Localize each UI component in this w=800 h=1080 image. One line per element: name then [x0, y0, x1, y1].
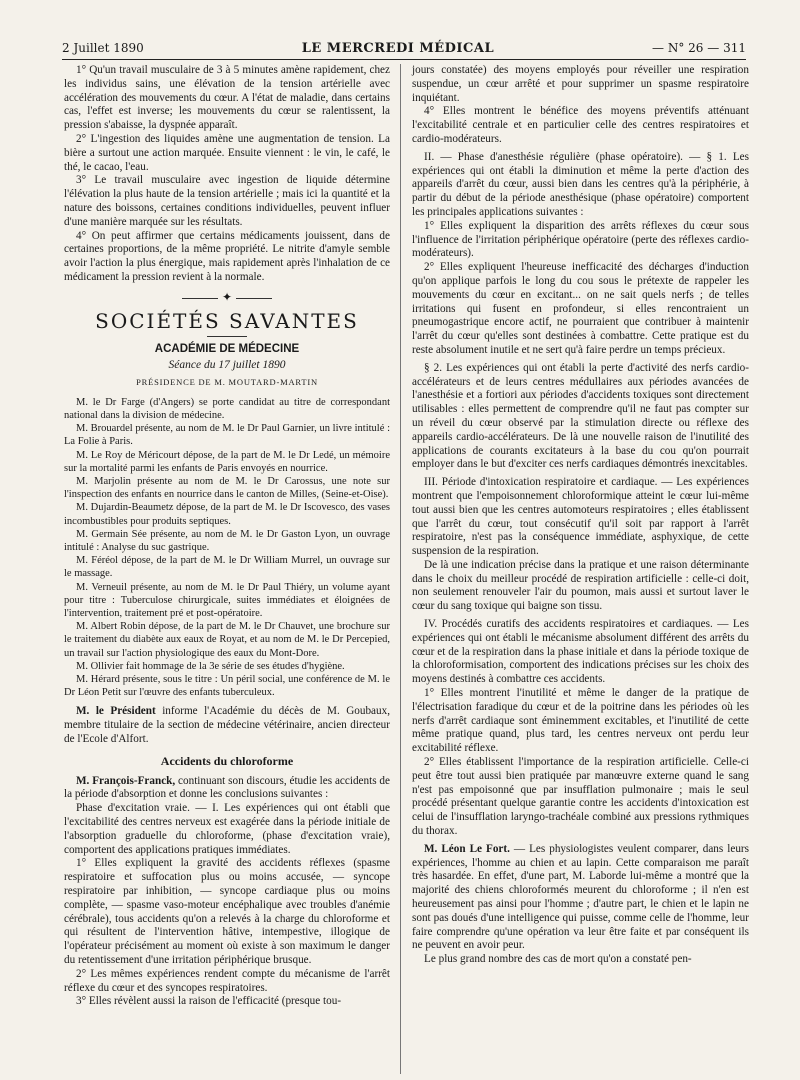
section-title: SOCIÉTÉS SAVANTES — [95, 308, 359, 333]
le-fort-lead: M. Léon Le Fort. — [424, 842, 510, 855]
procedes-curatifs: IV. Procédés curatifs des accidents respiratoires et cardiaques. — Les expériences qui ont établi le mécanisme absolument différent des arrêts du cœur et de la respiration dans la phase initiale et dans la période toxique de la chloroformisation, comportent des indications précises sur les choix des moyens destinés à combattre ces accidents. — [412, 618, 749, 686]
column-divider — [400, 64, 401, 1074]
curatif-point-2: 2° Elles établissent l'importance de la respiration artificielle. Celle-ci peut être tout aussi bien pratiquée par manœuvre externe quand le sang n'est pas empoisonné que par insufflation pulmonaire ; mais le seul procédé présentant quelque garantie contre les accidents d'intoxication est celui de l'insufflation laryngo-trachéale combiné aux pressions rythmiques du thorax. — [412, 756, 749, 838]
page-header — [62, 37, 746, 59]
left-column — [64, 64, 390, 1009]
president-paragraph — [64, 705, 390, 746]
academy-title: ACADÉMIE DE MÉDECINE — [154, 343, 300, 356]
entry-brouardel: M. Brouardel présente, au nom de M. le Dr Paul Garnier, un livre intitulé : La Folie à Paris. — [64, 423, 390, 448]
conclusion-3: 3° Le travail musculaire avec ingestion de liquide détermine l'élévation la plus haute de la tension artérielle ; mais ici la quantité et la nature des boissons, certaines conditions individuelles, peuvent influer d'une manière marquée sur les résultats. — [64, 174, 390, 228]
phase2-point-2: 2° Elles expliquent l'heureuse inefficacité des décharges d'induction qu'on applique parfois le long du cou sous le prétexte de rappeler les mouvements du cœur en excitant... on ne sait quels nerfs ; de telles irritations qui fusent en profondeur, si elles rencontraient un pneumogastrique encore actif, ne pourraient que contribuer à maintenir l'arrêt du cœur qu'elles sont destinées à combattre. Cette pratique est du reste absolument inutile et ne sert qu'à faire perdre un temps précieux. — [412, 261, 749, 356]
entry-robin: M. Albert Robin dépose, de la part de M. le Dr Chauvet, une brochure sur le traitement du diabète aux eaux de Royat, et au nom de M. le Dr Percepied, un travail sur l'action physiologique des eaux du Mont-Dore. — [64, 621, 390, 659]
entry-verneuil: M. Verneuil présente, au nom de M. le Dr Paul Thiéry, un volume ayant pour titre : Tuberculose chirurgicale, suites immédiates et éloignées de l'intervention, traitement pré et post-opératoire. — [64, 581, 390, 619]
ff-text: continuant son discours, étudie les accidents de la période d'absorption et donne les conclusions suivantes : — [64, 774, 390, 801]
le-fort-paragraph — [412, 843, 749, 953]
ff-point-3: 3° Elles révèlent aussi la raison de l'efficacité (presque tou- — [76, 995, 342, 1008]
ornament-divider: ✦ — [64, 291, 390, 305]
presidency: PRÉSIDENCE DE M. MOUTARD-MARTIN — [136, 376, 318, 387]
conclusion-4: 4° On peut affirmer que certains médicaments jouissent, dans de certaines proportions, de la même propriété. Le nitrite d'amyle semble avoir l'action la plus énergique, mais rapidement après l'inhalation de ce médicament la pression revient à la normale. — [64, 229, 390, 283]
paragraph-2: § 2. Les expériences qui ont établi la perte d'activité des nerfs cardio-accélérateurs et de leurs centres médullaires aux périodes avancées de l'anesthésie et a fortiori aux périodes d'accidents toxiques sont directement utilisables : elles permettent de comprendre qu'il ne faut pas compter sur un réveil du cœur observé par la stimulation directe ou réflexe des appareils cardio-accélérateurs. De là une nouvelle raison de l'inutilité des applications de courants excitateurs à la base du cou qu'on pourrait employer dans le but d'exciter ces nerfs cardiaques démontrés inexcitables. — [412, 361, 749, 471]
subsection-heading: Accidents du chloroforme — [160, 753, 294, 768]
point-4: 4° Elles montrent le bénéfice des moyens préventifs atténuant l'excitabilité centrale et en particulier celle des centres respiratoires et cardio-modérateurs. — [412, 105, 749, 145]
entry-herard: M. Hérard présente, sous le titre : Un péril social, une conférence de M. le Dr Léon Petit sur l'œuvre des enfants tuberculeux. — [64, 674, 390, 699]
phase-anesthesie: II. — Phase d'anesthésie régulière (phase opératoire). — § 1. Les expériences qui ont établi la diminution et même la perte d'action des appareils d'arrêt du cœur, aussi bien dans les centres qu'à la périphérie, à partir du début de la période anesthésique (phase opératoire) comportent les principales applications suivantes : — [412, 150, 749, 218]
entry-see: M. Germain Sée présente, au nom de M. le Dr Gaston Lyon, un ouvrage intitulé : Analyse du suc gastrique. — [64, 528, 390, 553]
conclusion-1: 1° Qu'un travail musculaire de 3 à 5 minutes amène rapidement, chez les individus sains, une élévation de la tension artérielle avec accélération des mouvements du cœur. A l'état de maladie, dans certains cas, l'effet est inverse; les mouvements du cœur se ralentissent, la pression s'abaisse, la dyspnée apparaît. — [64, 64, 390, 132]
ff-point-2: 2° Les mêmes expériences rendent compte du mécanisme de l'arrêt réflexe du cœur et des syncopes respiratoires. — [64, 967, 390, 994]
header-date: 2 Juillet 1890 — [62, 41, 144, 55]
last-line: Le plus grand nombre des cas de mort qu'on a constaté pen- — [424, 953, 692, 966]
indication: De là une indication précise dans la pratique et une raison déterminante dans le choix du meilleur procédé de respiration artificielle : celle-ci doit, non seulement renouveler l'air du poumon, mais aussi et surtout laver le cœur du sang toxique qui baigne son tissu. — [412, 558, 749, 613]
right-column — [412, 64, 749, 967]
entry-ollivier: M. Ollivier fait hommage de la 3e série de ses études d'hygiène. — [76, 660, 345, 672]
ff-point-1: 1° Elles expliquent la gravité des accidents réflexes (spasme respiratoire et suffocation plus ou moins accusée, — syncope respiratoire par inhibition, — syncope cardiaque plus ou moins complète, — spasme vaso-moteur encéphalique avec troubles d'anémie cérébrale), tous accidents qu'on a relevés à la charge du chloroforme et qui résultent de l'intervention hâtive, intempestive, illogique de l'opérateur précisément au moment où existe à son maximum le danger du retentissement d'une irritation périphérique brusque. — [64, 857, 390, 966]
conclusion-2: 2° L'ingestion des liquides amène une augmentation de tension. La bière a surtout une action marquée. Ensuite viennent : le vin, le café, le thé, le cacao, l'eau. — [64, 132, 390, 173]
entry-farge: M. le Dr Farge (d'Angers) se porte candidat au titre de correspondant national dans la division de médecine. — [64, 396, 390, 421]
page-number: — N° 26 — 311 — [652, 41, 746, 55]
entry-marjolin: M. Marjolin présente au nom de M. le Dr Carossus, une note sur l'inspection des enfants en nourrice dans le canton de Milles, (Seine-et-Oise). — [64, 475, 390, 501]
session-date: Séance du 17 juillet 1890 — [168, 359, 286, 372]
president-lead: M. le Président — [76, 705, 156, 718]
phase-excitation: Phase d'excitation vraie. — I. Les expériences qui ont établi que l'excitabilité des centres nerveux est exagérée dans la période initiale de l'absorption graduelle du chloroforme, (phase d'excitation vraie), comportent des applications pratiques immédiates. — [64, 802, 390, 856]
continuation: jours constatée) des moyens employés pour réveiller une respiration suspendue, un cœur arrêté et pour supprimer un spasme respiratoire inquiétant. — [412, 64, 749, 104]
phase2-point-1: 1° Elles expliquent la disparition des arrêts réflexes du cœur sous l'influence de l'irritation périphérique opératoire (perte des réflexes cardio-modérateurs). — [412, 219, 749, 260]
entry-fereol: M. Féréol dépose, de la part de M. le Dr William Murrel, un ouvrage sur le massage. — [64, 555, 390, 580]
president-text: informe l'Académie du décès de M. Goubaux, membre titulaire de la section de médecine vétérinaire, ancien directeur de l'Ecole d'Alfort. — [64, 705, 391, 745]
entry-le-roy: M. Le Roy de Méricourt dépose, de la part de M. le Dr Ledé, un mémoire sur la mortalité parmi les enfants de Paris envoyés en nourrice. — [64, 449, 390, 474]
phase-intoxication: III. Période d'intoxication respiratoire et cardiaque. — Les expériences montrent que l'empoisonnement chloroformique atteint le cœur lui-même tout aussi bien que les centres automoteurs respiratoires ; elles établissent que l'arrêt du cœur, tout consécutif qu'il soit par rapport à l'arrêt respiratoire, n'est pas la conséquence immédiate, asphyxique, de cette suspension de la respiration. — [412, 476, 749, 558]
short-rule — [207, 336, 247, 337]
header-rule — [62, 59, 746, 60]
ff-intro — [64, 775, 390, 803]
journal-title: LE MERCREDI MÉDICAL — [301, 40, 495, 56]
ff-lead: M. François-Franck, — [76, 774, 176, 787]
curatif-point-1: 1° Elles montrent l'inutilité et même le danger de la pratique de l'électrisation faradique du cœur et de la poitrine dans les périodes où les nerfs d'arrêt cardiaque sont éminemment excitables, et l'inutilité de cette même pratique quand, plus tard, les centres nerveux ont perdu leur excitabilité réflexe. — [412, 687, 749, 755]
entry-dujardin: M. Dujardin-Beaumetz dépose, de la part de M. le Dr Iscovesco, des vases incombustibles pour produits septiques. — [64, 502, 390, 527]
le-fort-text: — Les physiologistes veulent comparer, dans leurs expériences, l'homme au chien et au lapin. Cette comparaison me paraît très hasardée. En effet, d'une part, M. Laborde lui-même a montré que la majorité des chiens chloroformés meurent du chloroforme ; il n'en est heureusement pas ainsi pour l'homme ; d'autre part, le chien et le lapin ne sont pas doués d'une intelligence qui puisse, comme celle de l'homme, leur faire comprendre qu'une opération va leur être faite et par conséquent ils ne peuvent en avoir peur. — [412, 842, 749, 952]
